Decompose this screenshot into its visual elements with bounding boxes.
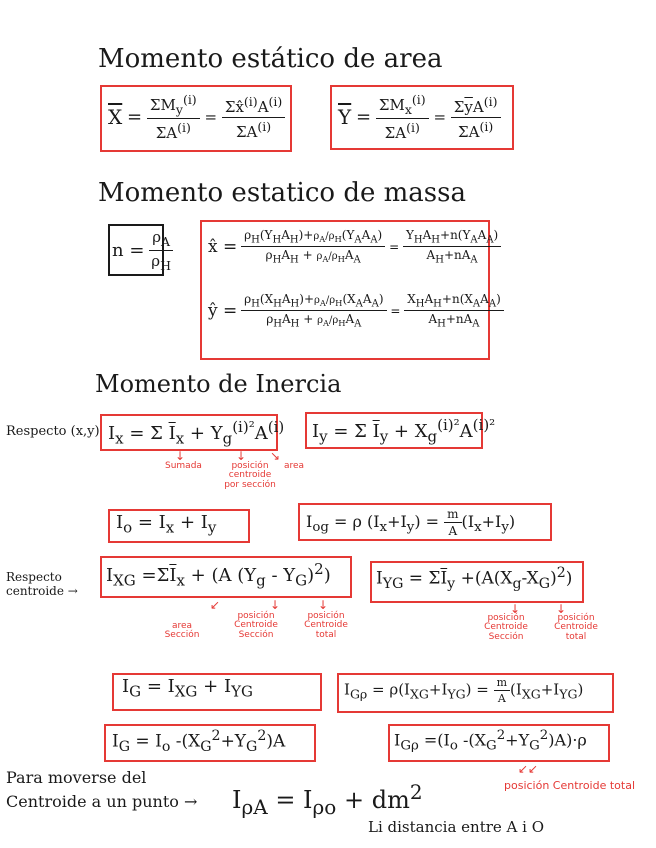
note-posicion-seccion: posición centroide por sección bbox=[224, 461, 276, 490]
formula-ipa: $I_{\rho A} = I_{\rho o} + dm^2$ bbox=[232, 780, 423, 819]
formula-ig: $I_G = I_{XG} + I_{YG}$ bbox=[122, 676, 253, 701]
formula-iog: $I_{og} = \rho$ $(I_x+I_y)$ = $\frac{m}{A}$ $(I_x+I_y)$ bbox=[306, 507, 516, 538]
note-pos-centroide-total-3: posición Centroide total bbox=[504, 779, 636, 792]
formula-ixg: $I_{XG} =\Sigma\overline{I}_x + (A$ $(Y_g - Y_G)^2$) bbox=[106, 560, 331, 590]
formula-igp2: $I_{G\rho} =(I_o$ $-(X_G^2+Y_G^2)A)\cdot\rho$ bbox=[394, 728, 587, 754]
formula-iy: $I_y = \Sigma$ $\overline{I}_y + X_g^{(i)^2}A^{(i)^2}$ bbox=[312, 416, 496, 446]
label-distancia: Li distancia entre A i O bbox=[368, 818, 545, 836]
formula-yhat: ŷ = $\frac{\rho_H(X_HA_H)+\rho_A/\rho_H(X_AA_A)}{\rho_HA_H + \rho_A/\rho_HA_A}$ = $\frac{X_HA_H+n(X_AA_A)}{A_H+nA_A}$ bbox=[208, 292, 504, 330]
formula-n: n = $\frac{\rho_A}{\rho_H}$ bbox=[112, 228, 173, 273]
formula-ybar: $\overline{Y}$ = $\frac{\Sigma M_x^{(i)}}{\Sigma A^{(i)}}$ = $\frac{\Sigma\overline{y}A^{(i)}}{\Sigma A^{(i)}}$ bbox=[338, 92, 501, 142]
title-static-mass: Momento estatico de massa bbox=[98, 178, 466, 208]
formula-iyg: $I_{YG} = \Sigma\overline{I}_y +(A(X_g-X_G)^2)$ bbox=[376, 565, 573, 593]
note-area: area bbox=[284, 461, 305, 471]
title-inertia: Momento de Inercia bbox=[95, 370, 342, 398]
label-respecto-xy: Respecto (x,y) bbox=[6, 424, 100, 439]
formula-ix: $I_x = \Sigma$ $\overline{I}_x + Y_g^{(i)^2}A^{(i)}$ bbox=[108, 418, 285, 448]
label-pasar-line2: Centroide a un punto → bbox=[6, 792, 198, 811]
note-sumada: Sumada bbox=[165, 461, 202, 471]
note-area-seccion: area Sección bbox=[164, 621, 200, 641]
note-pos-centroide-total: posición Centroide total bbox=[304, 611, 348, 640]
label-pasar-line1: Para moverse del bbox=[6, 768, 147, 787]
note-pos-centroide-seccion-2: posición Centroide Sección bbox=[484, 613, 528, 642]
formula-xhat: x̂ = $\frac{\rho_H(Y_HA_H)+\rho_A/\rho_H(Y_AA_A)}{\rho_HA_H + \rho_A/\rho_HA_A}$ = $\frac{Y_HA_H+n(Y_AA_A)}{A_H+nA_A}$ bbox=[208, 228, 501, 266]
note-pos-centroide-total-2: posición Centroide total bbox=[554, 613, 598, 642]
formula-ig2: $I_G = I_o$ $-(X_G^2+Y_G^2)A$ bbox=[112, 728, 286, 756]
formula-igp: $I_{G\rho} = \rho(I_{XG}+I_{YG})$ = $\frac{m}{A}$ $(I_{XG}+I_{YG})$ bbox=[344, 676, 584, 705]
label-respecto-centroide: Respecto centroide → bbox=[6, 570, 78, 599]
formula-xbar: $\overline{X}$ = $\frac{\Sigma M_y^{(i)}}{\Sigma A^{(i)}}$ = $\frac{\Sigma x̂^{(i)}A^{(i)}}{\Sigma A^{(i)}}$ bbox=[108, 92, 285, 142]
formula-io: $I_o = I_x + I_y$ bbox=[116, 512, 217, 537]
note-pos-centroide-seccion: posición Centroide Sección bbox=[234, 611, 278, 640]
title-static-area: Momento estático de area bbox=[98, 44, 443, 74]
